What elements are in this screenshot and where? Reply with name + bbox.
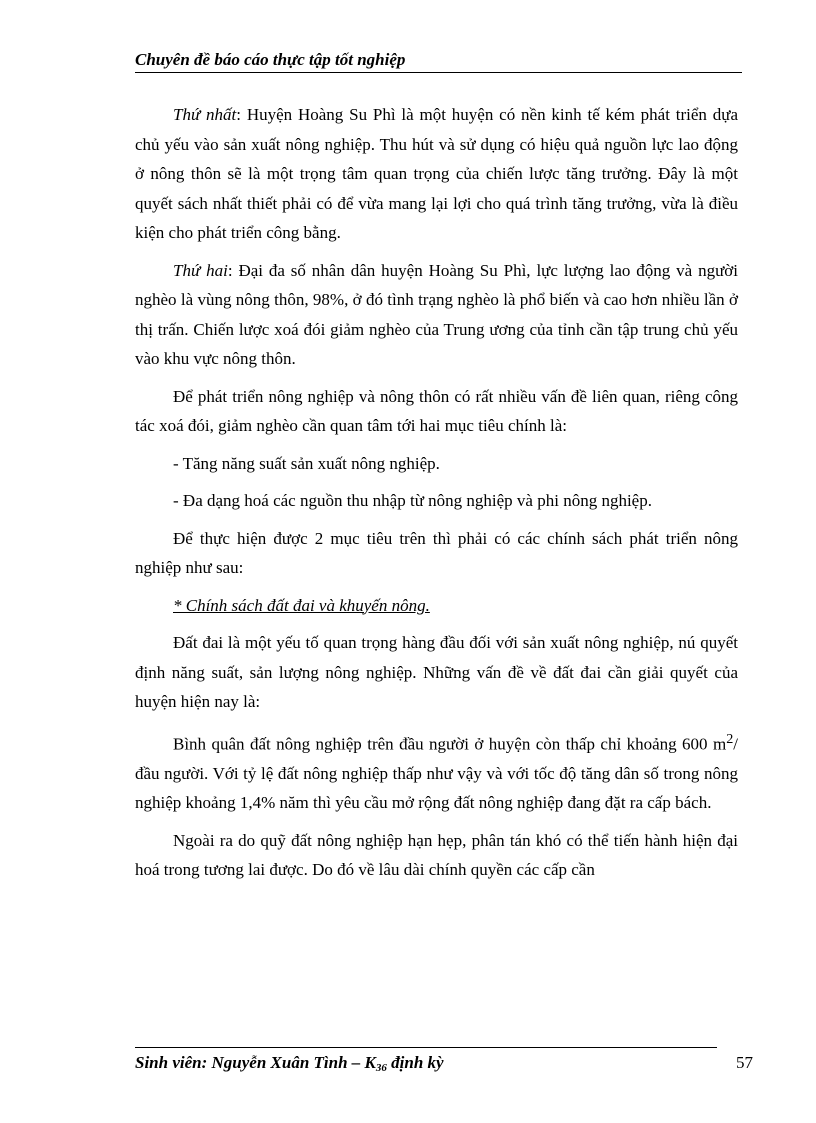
paragraph-lead: Thứ nhất xyxy=(173,105,237,124)
paragraph-text: : Huyện Hoàng Su Phì là một huyện có nền kinh tế kém phát triển dựa chủ yếu vào sản xuất nông nghiệp. Thu hút và sử dụng có hiệu quả nguồn lực lao động ở nông thôn sẽ là một trọng tâm quan trọng của chiến lược tăng trưởng. Đây là một quyết sách nhất thiết phải có để vừa mang lại lợi cho quá trình tăng trưởng, vừa là điều kiện cho phát triển công bằng. xyxy=(135,105,738,242)
paragraph: Để phát triển nông nghiệp và nông thôn có rất nhiều vấn đề liên quan, riêng công tác xoá đói, giảm nghèo cần quan tâm tới hai mục tiêu chính là: xyxy=(135,386,738,435)
page-number: 57 xyxy=(736,1053,753,1072)
section-subheading: * Chính sách đất đai và khuyến nông. xyxy=(173,595,430,615)
section-subheading-wrap xyxy=(135,591,738,621)
paragraph-second xyxy=(135,256,738,374)
paragraph-text: / đầu người. Với tỷ lệ đất nông nghiệp thấp như vậy và với tốc độ tăng dân số trong nông nghiệp khoảng 1,4% năm thì yêu cầu mở rộng đất nông nghiệp đang đặt ra cấp bách. xyxy=(135,734,738,813)
footer-divider xyxy=(135,1047,717,1048)
paragraph: Để thực hiện được 2 mục tiêu trên thì phải có các chính sách phát triển nông nghiệp như sau: xyxy=(135,528,738,577)
list-item: - Tăng năng suất sản xuất nông nghiệp. xyxy=(173,453,440,473)
paragraph-text: Bình quân đất nông nghiệp trên đầu người ở huyện còn thấp chỉ khoảng 600 m xyxy=(173,734,727,754)
paragraph-text: : Đại đa số nhân dân huyện Hoàng Su Phì, lực lượng lao động và người nghèo là vùng nông thôn, 98%, ở đó tình trạng nghèo là phổ biến và cao hơn nhiều lần ở thị trấn. Chiến lược xoá đói giảm nghèo của Trung ương của tỉnh cần tập trung chủ yếu vào khu vực nông thôn. xyxy=(135,260,739,368)
paragraph-first xyxy=(135,100,738,248)
paragraph-land-average xyxy=(135,725,738,818)
paragraph: Đất đai là một yếu tố quan trọng hàng đầu đối với sản xuất nông nghiệp, nú quyết định năng suất, sản lượng nông nghiệp. Những vấn đề về đất đai cần giải quyết của huyện hiện nay là: xyxy=(135,633,738,711)
footer-text: định kỳ xyxy=(386,1053,444,1072)
list-item: - Đa dạng hoá các nguồn thu nhập từ nông nghiệp và phi nông nghiệp. xyxy=(173,491,652,510)
page-footer-author xyxy=(135,1053,755,1074)
paragraph: Ngoài ra do quỹ đất nông nghiệp hạn hẹp, phân tán khó có thể tiến hành hiện đại hoá trong tương lai được. Do đó về lâu dài chính quyền các cấp cần xyxy=(135,830,738,880)
footer-subscript: 36 xyxy=(375,1062,387,1074)
footer-text: Sinh viên: Nguyễn Xuân Tình – K xyxy=(135,1053,376,1072)
page-header-title: Chuyên đề báo cáo thực tập tốt nghiệp xyxy=(135,50,406,69)
paragraph-lead: Thứ hai xyxy=(173,260,228,280)
superscript: 2 xyxy=(726,730,734,747)
header-divider xyxy=(135,72,742,73)
document-body xyxy=(135,100,738,893)
